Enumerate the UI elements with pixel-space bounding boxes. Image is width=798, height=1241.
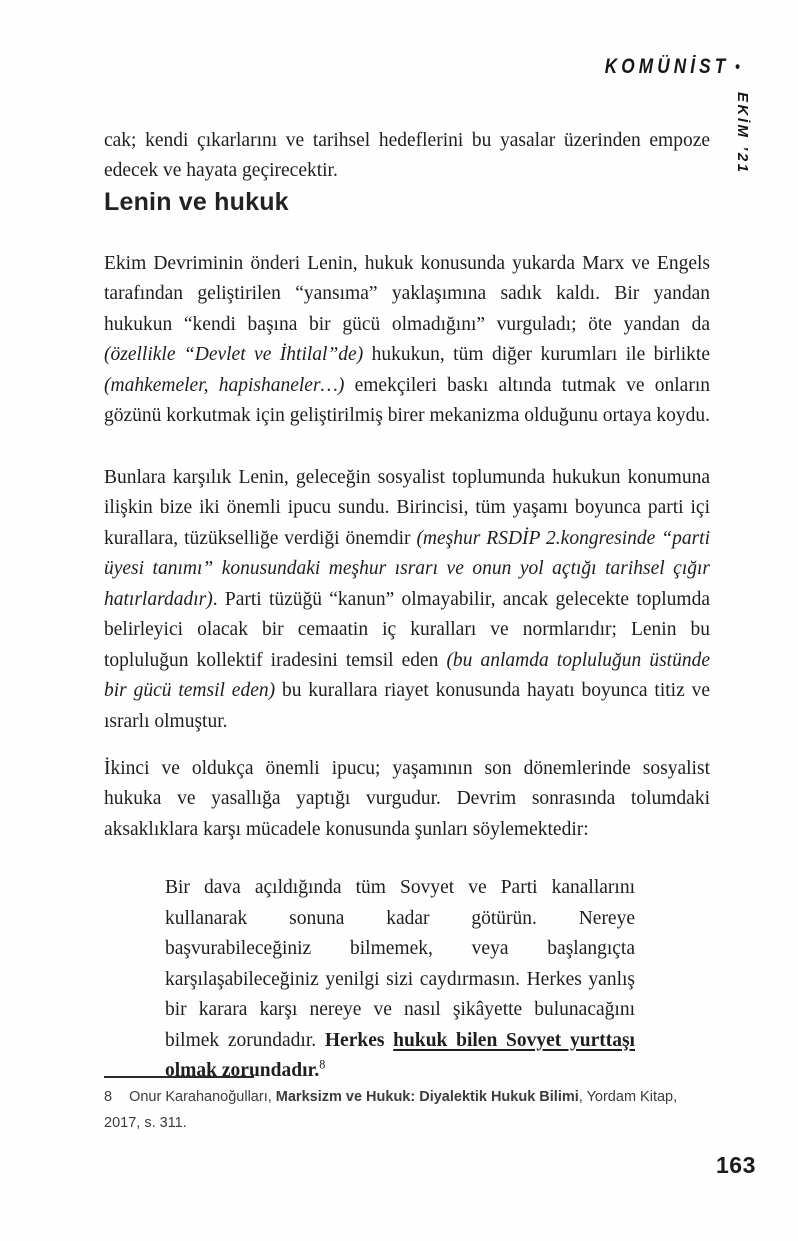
- text-segment: Ekim Devriminin önderi Lenin, hukuk konusunda yukarda Marx ve Engels tarafından geliştirilen “yansıma” yaklaşımına sadık kaldı. Bir yandan hukukun “kendi başına bir gücü olmadığını” vurguladı; öte yandan da: [104, 252, 710, 335]
- footnote-text: [104, 1084, 710, 1136]
- body-paragraph: [104, 249, 710, 432]
- footnote-rule: [104, 1076, 254, 1078]
- continuation-paragraph: cak; kendi çıkarlarını ve tarihsel hedeflerini bu yasalar üzerinden empoze edecek ve hayata geçirecektir.: [104, 129, 710, 181]
- text-segment: Onur Karahanoğulları,: [129, 1089, 276, 1105]
- text-segment: bu kurallara riayet konusunda hayatı boyunca titiz ve ısrarlı olmuştur.: [104, 680, 710, 732]
- body-paragraph: [104, 754, 710, 846]
- text-segment: Bir dava açıldığında tüm Sovyet ve Parti kanallarını kullanarak sonuna kadar götürün. Nereye başvurabileceğiniz bilmemek, veya başlangıçta karşılaşabileceğiniz yenilgi sizi caydırmasın. Herkes yanlış bir karara karşı nereye ve nasıl şikâyette bulunacağını bilmek zorundadır.: [165, 877, 635, 1051]
- text-segment: (mahkemeler, hapishaneler…): [104, 374, 345, 396]
- running-head: [133, 55, 740, 79]
- block-quote: [165, 873, 635, 1087]
- section-heading: Lenin ve hukuk: [104, 188, 289, 216]
- text-segment: olmak zorundadır.: [165, 1060, 320, 1081]
- bullet-icon: •: [735, 57, 740, 76]
- magazine-title: KOMÜNİST: [604, 55, 730, 78]
- page-number: 163: [716, 1152, 756, 1178]
- text-segment: emekçileri baskı altında tutmak ve onların gözünü korkutmak için geliştirilmiş birer mekanizma olduğunu ortaya koydu.: [104, 374, 710, 426]
- text-segment: Bunlara karşılık Lenin, geleceğin sosyalist toplumunda hukukun konumuna ilişkin bize iki önemli ipucu sundu. Birincisi, tüm yaşamı boyunca parti içi kurallara, tüzükselliğe verdiği önemdir: [104, 466, 710, 549]
- footnote: [104, 1076, 710, 1136]
- text-segment: (özellikle “Devlet ve İhtilal”de): [104, 344, 364, 365]
- text-segment: (bu anlamda topluluğun üstünde bir gücü temsil eden): [104, 649, 710, 701]
- text-segment: , Yordam Kitap, 2017, s. 311.: [104, 1089, 678, 1131]
- issue-label-vertical: EKİM ’21: [734, 92, 751, 175]
- text-segment: Marksizm ve Hukuk: Diyalektik Hukuk Bilimi: [275, 1089, 579, 1105]
- footnote-body: [104, 1089, 677, 1131]
- body-paragraph: [104, 463, 710, 738]
- text-segment: hukuk bilen Sovyet yurttaşı: [393, 1029, 635, 1051]
- text-segment: (meşhur RSDİP 2.kongresinde “parti üyesi tanımı” konusundaki meşhur ısrarı ve onun yol açtığı tarihsel çığır hatırlardadır): [104, 527, 710, 610]
- text-segment: hukukun, tüm diğer kurumları ile birlikte: [363, 344, 710, 365]
- footnote-number: 8: [104, 1089, 113, 1105]
- text-segment: İkinci ve oldukça önemli ipucu; yaşamının son dönemlerinde sosyalist hukuka ve yasallığa yaptığı vurgudur. Devrim sonrasında tolumdaki aksaklıklara karşı mücadele konusunda şunları söylemektedir:: [104, 757, 710, 840]
- text-segment: . Parti tüzüğü “kanun” olmayabilir, ancak gelecekte toplumda belirleyici olacak bir cemaatin iç kuralları ve normlarıdır; Lenin bu topluluğun kollektif iradesini temsil eden: [104, 588, 710, 671]
- text-segment: Herkes: [324, 1029, 394, 1051]
- text-segment: 8: [319, 1057, 326, 1072]
